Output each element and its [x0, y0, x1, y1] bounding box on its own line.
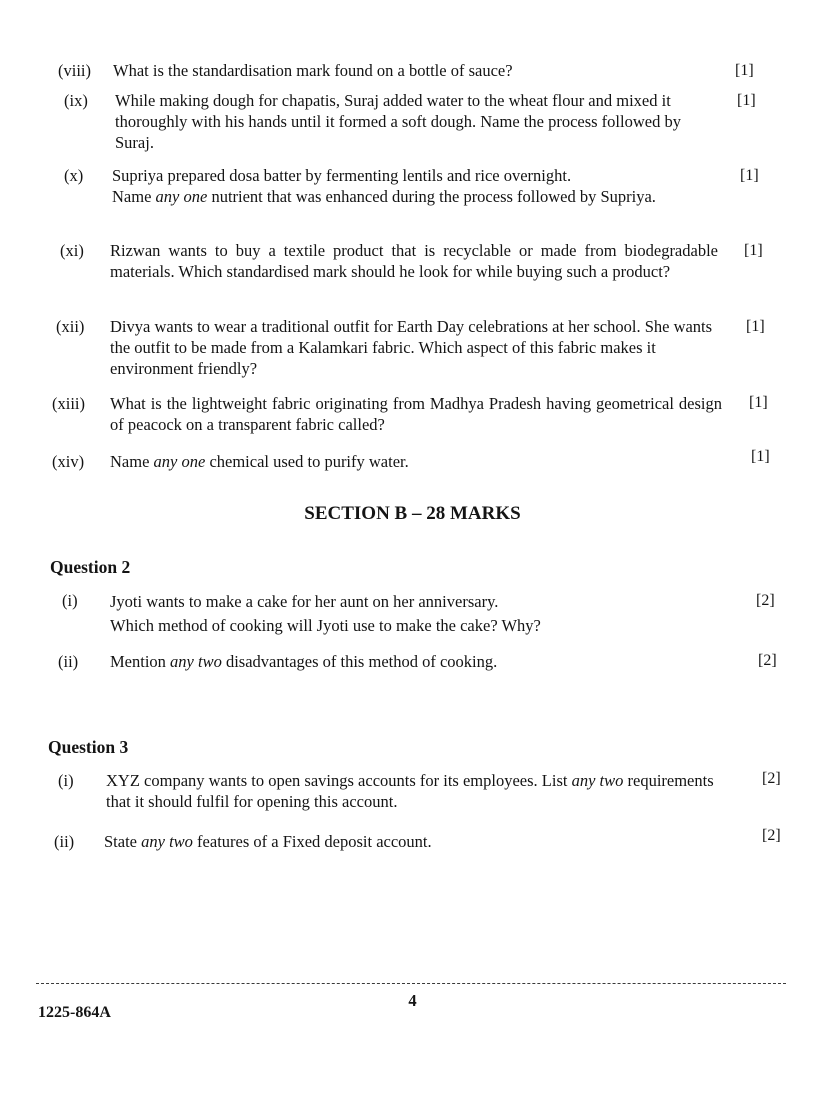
item-text: Rizwan wants to buy a textile product that is recyclable or made from biodegradable materials. Which standardised mark should he look for while buying such a product? — [110, 241, 718, 281]
item-number: (xi) — [60, 241, 84, 260]
item-number: (viii) — [58, 61, 91, 80]
question-1-x: (x) Supriya prepared dosa batter by fermenting lentils and rice overnight. Name any one nutrient that was enhanced during the process followed by Supriya. — [64, 166, 656, 206]
marks-badge: [2] — [756, 592, 775, 609]
question-3-ii: (ii) State any two features of a Fixed deposit account. — [54, 832, 432, 851]
question-3-i: (i) XYZ company wants to open savings accounts for its employees. List any two requirements that it should fulfil for opening this account. — [58, 771, 714, 811]
item-text: What is the lightweight fabric originating from Madhya Pradesh having geometrical design of peacock on a transparent fabric called? — [110, 394, 722, 434]
item-text: What is the standardisation mark found on a bottle of sauce? — [113, 61, 513, 80]
item-number: (xiv) — [52, 452, 85, 471]
page-number: 4 — [408, 991, 417, 1010]
marks-badge: [2] — [762, 770, 781, 787]
item-text: While making dough for chapatis, Suraj added water to the wheat flour and mixed it thoroughly with his hands until it formed a soft dough. Name the process followed by Suraj. — [115, 91, 681, 152]
item-number: (xiii) — [52, 394, 85, 413]
question-3-heading: Question 3 — [48, 737, 129, 757]
item-number: (x) — [64, 166, 84, 185]
section-b-title: SECTION B – 28 MARKS — [304, 503, 521, 524]
marks-badge: [1] — [749, 394, 768, 411]
paper-code: 1225-864A — [38, 1004, 111, 1021]
item-number: (ix) — [64, 91, 88, 110]
marks-badge: [1] — [737, 92, 756, 109]
item-number: (xii) — [56, 317, 85, 336]
marks-badge: [2] — [762, 827, 781, 844]
item-number: (i) — [62, 591, 78, 610]
item-text-line: Jyoti wants to make a cake for her aunt on her anniversary. — [110, 592, 499, 611]
item-text: Divya wants to wear a traditional outfit for Earth Day celebrations at her school. She wants the outfit to be made from a Kalamkari fabric. Which aspect of this fabric makes it environment friendly? — [110, 317, 713, 378]
item-text-line: Which method of cooking will Jyoti use to make the cake? Why? — [110, 616, 541, 635]
question-1-xi — [60, 240, 718, 282]
item-text-line: Supriya prepared dosa batter by fermenting lentils and rice overnight. — [112, 166, 572, 185]
question-1-viii — [58, 60, 713, 81]
question-1-xiv: (xiv) Name any one chemical used to purify water. — [52, 452, 409, 471]
question-2-ii: (ii) Mention any two disadvantages of this method of cooking. — [58, 652, 498, 671]
item-number: (ii) — [54, 832, 75, 851]
question-1-xiii — [52, 393, 722, 435]
item-number: (i) — [58, 771, 74, 790]
marks-badge: [1] — [746, 318, 765, 335]
marks-badge: [2] — [758, 652, 777, 669]
marks-badge: [1] — [735, 62, 754, 79]
footer-divider — [36, 983, 786, 984]
question-2-i — [62, 590, 710, 638]
marks-badge: [1] — [744, 242, 763, 259]
marks-badge: [1] — [751, 448, 770, 465]
marks-badge: [1] — [740, 167, 759, 184]
question-2-heading: Question 2 — [50, 557, 131, 577]
question-1-xii — [56, 316, 722, 379]
question-1-ix — [64, 90, 713, 153]
item-number: (ii) — [58, 652, 79, 671]
